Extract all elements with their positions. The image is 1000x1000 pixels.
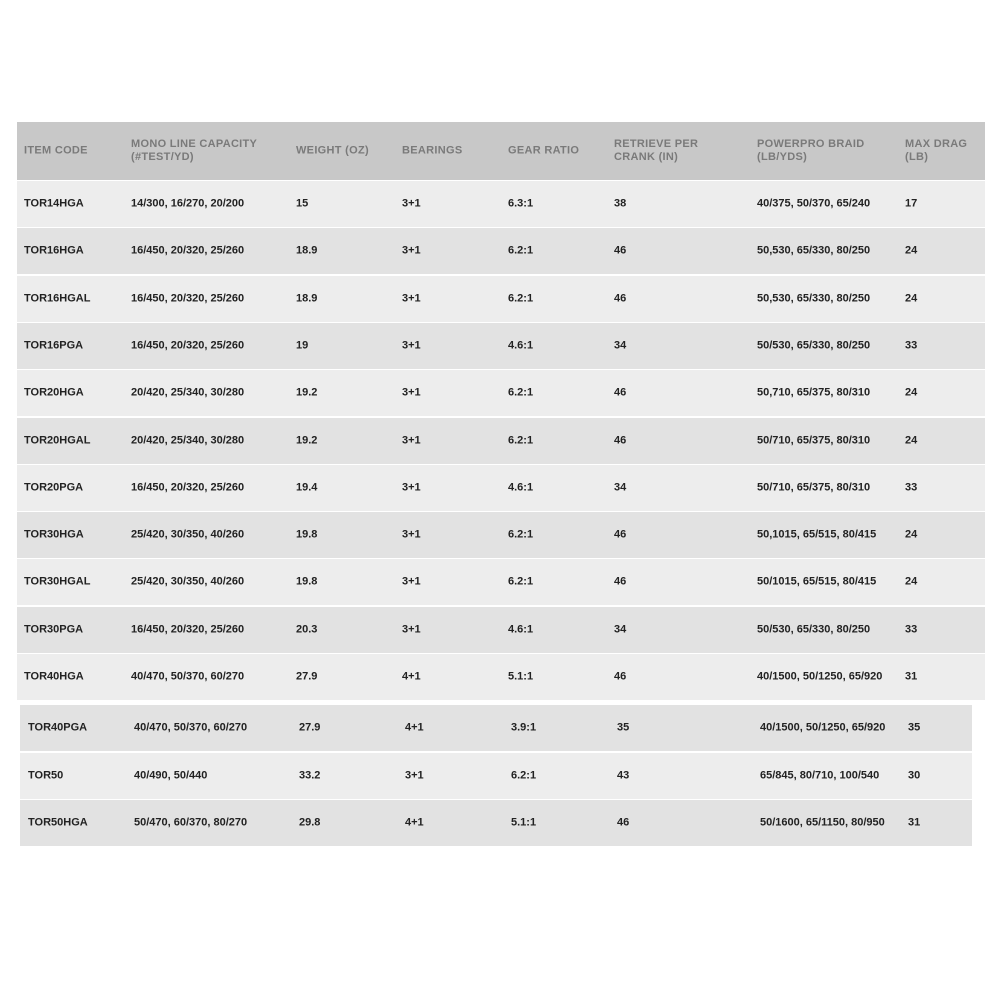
header-bearings: BEARINGS — [402, 144, 463, 157]
cell-item-code: TOR20HGAL — [24, 434, 91, 447]
cell-weight: 20.3 — [296, 623, 318, 636]
cell-retrieve-per-crank: 46 — [614, 386, 627, 399]
cell-item-code: TOR30PGA — [24, 623, 84, 636]
cell-weight: 15 — [296, 197, 309, 210]
table-row — [17, 607, 985, 653]
cell-gear-ratio: 5.1:1 — [508, 670, 534, 683]
cell-item-code: TOR30HGA — [24, 528, 84, 541]
cell-max-drag: 33 — [905, 481, 918, 494]
table-row — [17, 512, 985, 558]
cell-powerpro-braid: 50/530, 65/330, 80/250 — [757, 623, 871, 636]
cell-weight: 19.2 — [296, 386, 318, 399]
cell-mono-line-capacity: 16/450, 20/320, 25/260 — [131, 339, 245, 352]
cell-bearings: 3+1 — [402, 197, 421, 210]
cell-gear-ratio: 6.2:1 — [508, 292, 534, 305]
cell-max-drag: 33 — [905, 339, 918, 352]
cell-retrieve-per-crank: 46 — [617, 816, 630, 829]
cell-mono-line-capacity: 14/300, 16/270, 20/200 — [131, 197, 245, 210]
cell-retrieve-per-crank: 46 — [614, 244, 627, 257]
cell-max-drag: 35 — [908, 721, 921, 734]
cell-max-drag: 30 — [908, 769, 921, 782]
cell-item-code: TOR16PGA — [24, 339, 84, 352]
cell-bearings: 3+1 — [402, 386, 421, 399]
cell-powerpro-braid: 50/710, 65/375, 80/310 — [757, 481, 871, 494]
cell-bearings: 3+1 — [402, 481, 421, 494]
cell-item-code: TOR16HGAL — [24, 292, 91, 305]
cell-gear-ratio: 5.1:1 — [511, 816, 537, 829]
cell-powerpro-braid: 50/1015, 65/515, 80/415 — [757, 575, 877, 588]
cell-max-drag: 24 — [905, 434, 918, 447]
cell-item-code: TOR50HGA — [28, 816, 88, 829]
cell-bearings: 4+1 — [405, 721, 424, 734]
table-row — [17, 323, 985, 369]
cell-retrieve-per-crank: 46 — [614, 292, 627, 305]
cell-mono-line-capacity: 25/420, 30/350, 40/260 — [131, 575, 245, 588]
header-weight: WEIGHT (OZ) — [296, 144, 369, 157]
header-max-drag: MAX DRAG (LB) — [905, 138, 968, 163]
cell-weight: 19.2 — [296, 434, 318, 447]
cell-powerpro-braid: 50,530, 65/330, 80/250 — [757, 292, 871, 305]
cell-powerpro-braid: 50/710, 65/375, 80/310 — [757, 434, 871, 447]
cell-item-code: TOR40PGA — [28, 721, 88, 734]
table-row — [20, 753, 972, 799]
cell-mono-line-capacity: 16/450, 20/320, 25/260 — [131, 292, 245, 305]
cell-retrieve-per-crank: 46 — [614, 434, 627, 447]
cell-weight: 18.9 — [296, 292, 318, 305]
cell-retrieve-per-crank: 34 — [614, 623, 627, 636]
table-row — [17, 465, 985, 511]
cell-max-drag: 24 — [905, 575, 918, 588]
cell-weight: 19 — [296, 339, 309, 352]
table-row — [17, 276, 985, 322]
cell-item-code: TOR40HGA — [24, 670, 84, 683]
cell-weight: 19.8 — [296, 575, 318, 588]
cell-powerpro-braid: 50,710, 65/375, 80/310 — [757, 386, 871, 399]
table-header-row — [17, 122, 985, 180]
cell-bearings: 3+1 — [402, 339, 421, 352]
cell-mono-line-capacity: 20/420, 25/340, 30/280 — [131, 386, 245, 399]
cell-mono-line-capacity: 20/420, 25/340, 30/280 — [131, 434, 245, 447]
cell-powerpro-braid: 40/1500, 50/1250, 65/920 — [757, 670, 883, 683]
cell-max-drag: 33 — [905, 623, 918, 636]
cell-max-drag: 24 — [905, 528, 918, 541]
cell-weight: 29.8 — [299, 816, 321, 829]
cell-retrieve-per-crank: 35 — [617, 721, 630, 734]
cell-item-code: TOR20PGA — [24, 481, 84, 494]
cell-bearings: 4+1 — [405, 816, 424, 829]
cell-mono-line-capacity: 40/470, 50/370, 60/270 — [134, 721, 248, 734]
cell-weight: 33.2 — [299, 769, 321, 782]
table-row — [17, 228, 985, 274]
cell-weight: 27.9 — [296, 670, 318, 683]
cell-gear-ratio: 4.6:1 — [508, 339, 534, 352]
cell-bearings: 3+1 — [402, 575, 421, 588]
cell-weight: 27.9 — [299, 721, 321, 734]
table-row — [17, 181, 985, 227]
cell-gear-ratio: 6.2:1 — [508, 528, 534, 541]
cell-gear-ratio: 3.9:1 — [511, 721, 537, 734]
cell-max-drag: 31 — [905, 670, 918, 683]
header-gear-ratio: GEAR RATIO — [508, 144, 580, 157]
header-mono-line-capacity: MONO LINE CAPACITY (#TEST/YD) — [131, 138, 258, 163]
header-item-code: ITEM CODE — [24, 144, 88, 157]
cell-gear-ratio: 6.2:1 — [508, 434, 534, 447]
cell-bearings: 3+1 — [402, 528, 421, 541]
cell-powerpro-braid: 40/1500, 50/1250, 65/920 — [760, 721, 886, 734]
cell-mono-line-capacity: 50/470, 60/370, 80/270 — [134, 816, 248, 829]
cell-powerpro-braid: 50/1600, 65/1150, 80/950 — [760, 816, 885, 829]
cell-max-drag: 17 — [905, 197, 918, 210]
cell-gear-ratio: 6.2:1 — [511, 769, 537, 782]
cell-bearings: 3+1 — [402, 244, 421, 257]
cell-mono-line-capacity: 16/450, 20/320, 25/260 — [131, 623, 245, 636]
cell-retrieve-per-crank: 46 — [614, 670, 627, 683]
cell-powerpro-braid: 50/530, 65/330, 80/250 — [757, 339, 871, 352]
cell-bearings: 3+1 — [402, 434, 421, 447]
cell-mono-line-capacity: 40/470, 50/370, 60/270 — [131, 670, 245, 683]
cell-mono-line-capacity: 16/450, 20/320, 25/260 — [131, 244, 245, 257]
cell-gear-ratio: 6.2:1 — [508, 386, 534, 399]
cell-weight: 18.9 — [296, 244, 318, 257]
cell-item-code: TOR50 — [28, 769, 64, 782]
cell-max-drag: 24 — [905, 244, 918, 257]
cell-retrieve-per-crank: 46 — [614, 528, 627, 541]
cell-weight: 19.8 — [296, 528, 318, 541]
cell-item-code: TOR16HGA — [24, 244, 84, 257]
cell-bearings: 4+1 — [402, 670, 421, 683]
table-row — [17, 370, 985, 416]
cell-gear-ratio: 6.3:1 — [508, 197, 534, 210]
cell-retrieve-per-crank: 34 — [614, 481, 627, 494]
cell-max-drag: 24 — [905, 386, 918, 399]
cell-weight: 19.4 — [296, 481, 318, 494]
table-row — [20, 800, 972, 846]
table-row — [17, 559, 985, 605]
cell-gear-ratio: 4.6:1 — [508, 481, 534, 494]
cell-retrieve-per-crank: 46 — [614, 575, 627, 588]
table-row — [20, 705, 972, 751]
cell-bearings: 3+1 — [402, 623, 421, 636]
cell-retrieve-per-crank: 43 — [617, 769, 630, 782]
table-row — [17, 418, 985, 464]
cell-mono-line-capacity: 40/490, 50/440 — [134, 769, 208, 782]
cell-retrieve-per-crank: 38 — [614, 197, 627, 210]
table-row — [17, 654, 985, 700]
cell-powerpro-braid: 50,530, 65/330, 80/250 — [757, 244, 871, 257]
cell-powerpro-braid: 65/845, 80/710, 100/540 — [760, 769, 880, 782]
cell-bearings: 3+1 — [402, 292, 421, 305]
cell-retrieve-per-crank: 34 — [614, 339, 627, 352]
cell-gear-ratio: 4.6:1 — [508, 623, 534, 636]
cell-gear-ratio: 6.2:1 — [508, 575, 534, 588]
cell-bearings: 3+1 — [405, 769, 424, 782]
cell-max-drag: 31 — [908, 816, 921, 829]
cell-mono-line-capacity: 25/420, 30/350, 40/260 — [131, 528, 245, 541]
cell-powerpro-braid: 50,1015, 65/515, 80/415 — [757, 528, 877, 541]
cell-gear-ratio: 6.2:1 — [508, 244, 534, 257]
header-retrieve-per-crank: RETRIEVE PER CRANK (IN) — [614, 138, 699, 163]
cell-item-code: TOR30HGAL — [24, 575, 91, 588]
cell-mono-line-capacity: 16/450, 20/320, 25/260 — [131, 481, 245, 494]
cell-item-code: TOR20HGA — [24, 386, 84, 399]
cell-max-drag: 24 — [905, 292, 918, 305]
cell-powerpro-braid: 40/375, 50/370, 65/240 — [757, 197, 871, 210]
header-powerpro-braid: POWERPRO BRAID (LB/YDS) — [757, 138, 865, 163]
cell-item-code: TOR14HGA — [24, 197, 84, 210]
